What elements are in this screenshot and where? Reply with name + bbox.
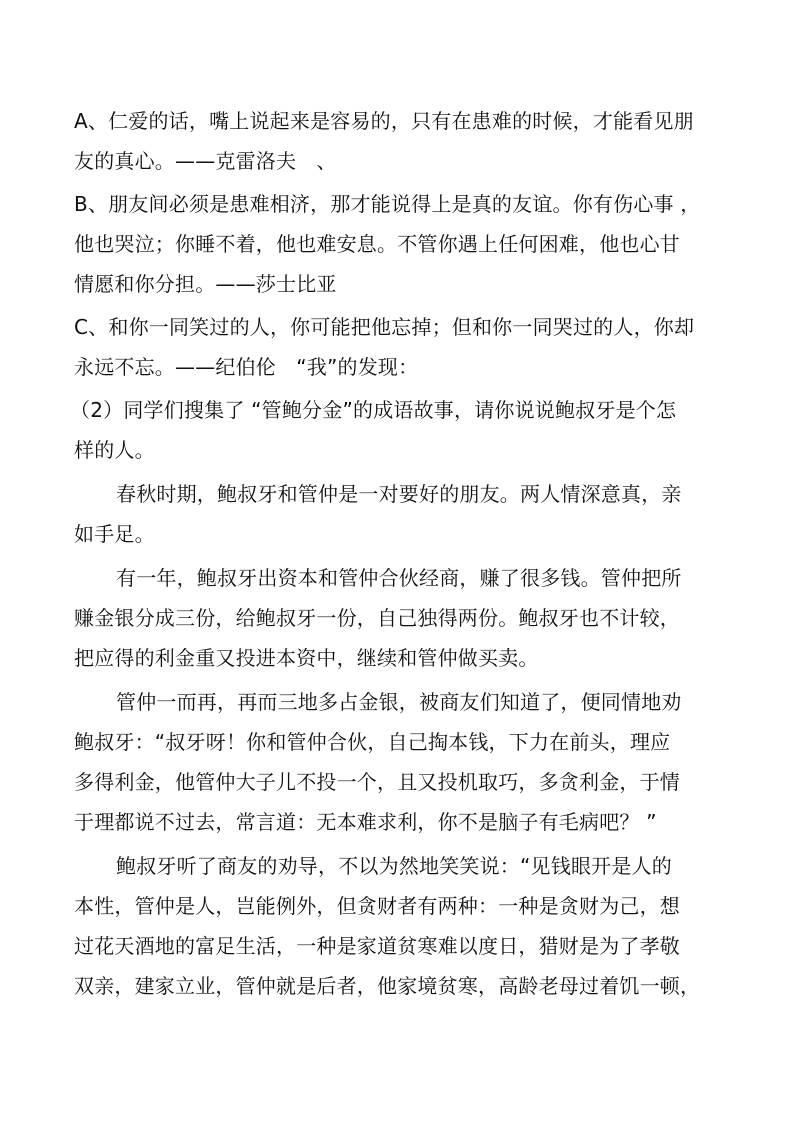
story-paragraph-1-line-2: 如手足。 — [74, 522, 155, 546]
quote-b-line-1: B、朋友间必须是患难相济，那才能说得上是真的友谊。你有伤心事 ， — [74, 192, 701, 216]
quote-b-line-3: 情愿和你分担。——莎士比亚 — [74, 272, 337, 296]
story-paragraph-4-line-4: 双亲，建家立业，管仲就是后者，他家境贫寒，高龄老母过着饥一顿， — [74, 974, 701, 998]
story-paragraph-2-line-3: 把应得的利金重又投进本资中，继续和管仲做买卖。 — [74, 646, 539, 670]
story-paragraph-2-line-2: 赚金银分成三份，给鲍叔牙一份，自己独得两份。鲍叔牙也不计较， — [74, 606, 680, 630]
quote-a-line-2: 友的真心。——克雷洛夫 、 — [74, 149, 337, 173]
quote-c-line-2: 永远不忘。——纪伯伦 “我”的发现： — [74, 355, 419, 379]
story-paragraph-3-line-3: 多得利金，他管仲大子儿不投一个，且又投机取巧，多贪利金，于情 — [74, 770, 680, 794]
quote-b-line-2: 他也哭泣；你睡不着，他也难安息。不管你遇上任何困难，他也心甘 — [74, 232, 680, 256]
story-paragraph-4-line-1: 鲍叔牙听了商友的劝导，不以为然地笑笑说：“见钱眼开是人的 — [116, 854, 672, 878]
story-paragraph-3-line-2: 鲍叔牙：“叔牙呀！你和管仲合伙，自己掏本钱，下力在前头，理应 — [74, 730, 671, 754]
story-paragraph-3-line-1: 管仲一而再，再而三地多占金银，被商友们知道了，便同情地劝 — [116, 690, 682, 714]
quote-c-line-1: C、和你一同笑过的人，你可能把他忘掉；但和你一同哭过的人，你却 — [74, 315, 695, 339]
story-paragraph-4-line-2: 本性，管仲是人，岂能例外，但贪财者有两种：一种是贪财为己，想 — [74, 894, 680, 918]
quote-a-line-1: A、仁爱的话，嘴上说起来是容易的，只有在患难的时候，才能看见朋 — [74, 109, 694, 133]
question-2-line-2: 样的人。 — [74, 438, 155, 462]
story-paragraph-2-line-1: 有一年，鲍叔牙出资本和管仲合伙经商，赚了很多钱。管仲把所 — [116, 566, 682, 590]
story-paragraph-1-line-1: 春秋时期，鲍叔牙和管仲是一对要好的朋友。两人情深意真，亲 — [116, 482, 682, 506]
story-paragraph-4-line-3: 过花天酒地的富足生活，一种是家道贫寒难以度日，猎财是为了孝敬 — [74, 934, 680, 958]
question-2-line-1: （2）同学们搜集了 “管鲍分金”的成语故事，请你说说鲍叔牙是个怎 — [70, 398, 677, 422]
story-paragraph-3-line-4: 于理都说不过去，常言道：无本难求利，你不是脑子有毛病吧？ ” — [74, 810, 657, 834]
